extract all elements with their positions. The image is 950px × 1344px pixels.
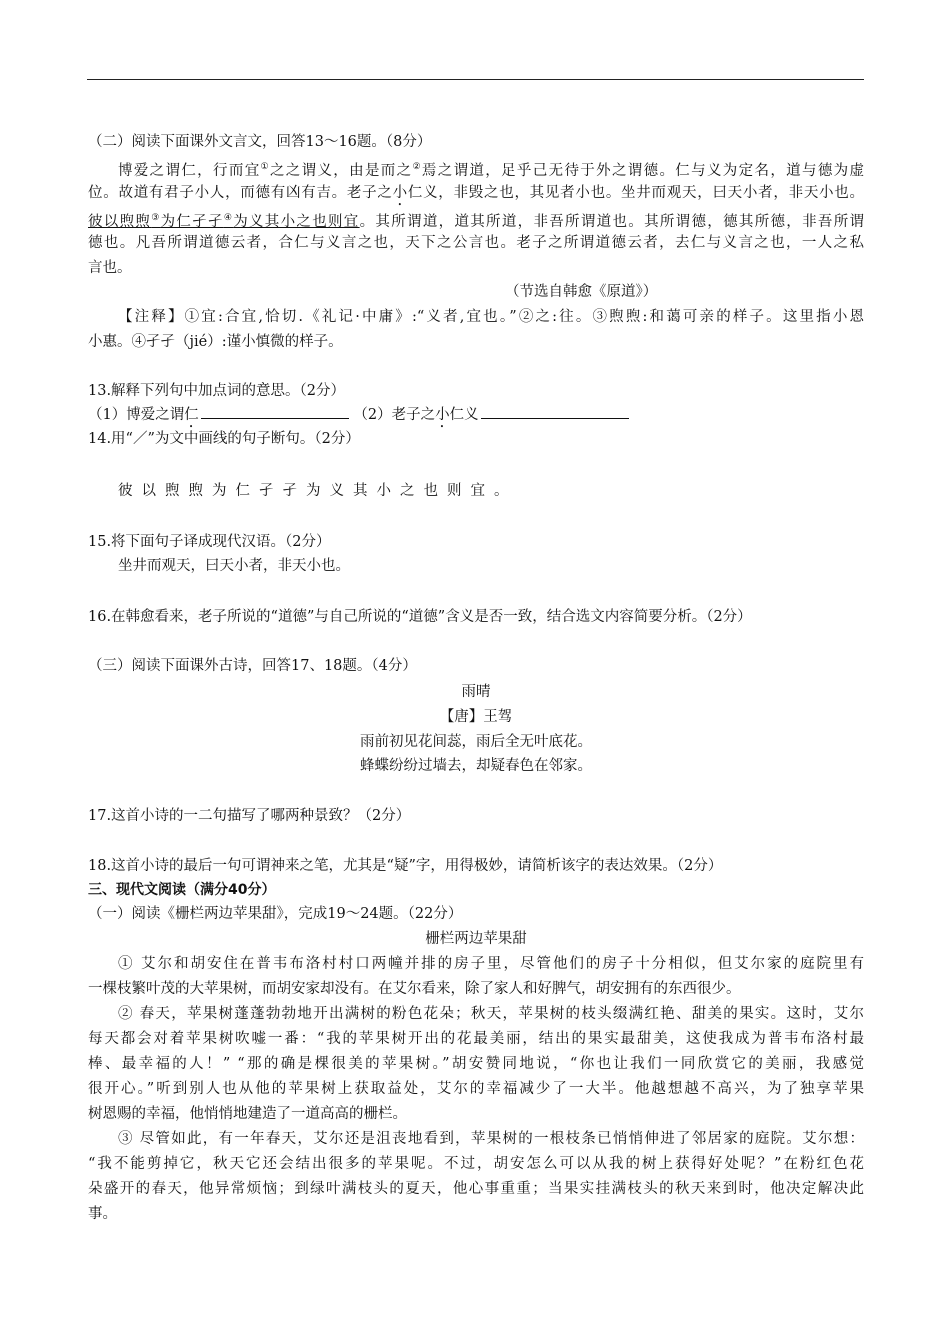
story-line: ② 春天，苹果树蓬蓬勃勃地开出满树的粉色花朵；秋天，苹果树的枝头缀满红艳、甜美的果实。这时，艾尔 <box>118 1006 864 1022</box>
passage-source: （节选自韩愈《原道》） <box>505 284 658 300</box>
story-line: 一棵枝繁叶茂的大苹果树，而胡安家却没有。在艾尔看来，除了家人和好脾气，胡安拥有的东西很少。 <box>88 981 741 997</box>
section2-heading: （二）阅读下面课外文言文，回答13～16题。（8分） <box>88 134 432 150</box>
story-line: 朵盛开的春天，他异常烦恼；到绿叶满枝头的夏天，他心事重重；当果实挂满枝头的秋天来到时，他决定解决此 <box>88 1181 864 1197</box>
passage-line-1: 博爱之谓仁，行而宜①之之谓义，由是而之②焉之谓道，足乎己无待于外之谓德。仁与义为定名，道与德为虚 <box>118 162 865 179</box>
section3-heading: （三）阅读下面课外古诗，回答17、18题。（4分） <box>88 658 417 674</box>
part3-subheading: （一）阅读《栅栏两边苹果甜》，完成19～24题。（22分） <box>88 906 463 922</box>
passage-line-4: 德也。凡吾所谓道德云者，合仁与义言之也，天下之公言也。老子之所谓道德云者，去仁与义言之也，一人之私 <box>88 235 864 251</box>
question-15-sentence: 坐井而观天，曰天小者，非天小也。 <box>118 558 350 574</box>
question-13-items: （1）博爱之谓仁 （2）老子之小仁义 <box>88 404 864 431</box>
story-line: “我不能剪掉它，秋天它还会结出很多的苹果呢。不过，胡安怎么可以从我的树上获得好处呢？”在粉红色花 <box>88 1156 864 1172</box>
poem-line-1: 雨前初见花间蕊，雨后全无叶底花。 <box>360 734 592 750</box>
story-line: 每天都会对着苹果树吹嘘一番：“我的苹果树开出的花最美丽，结出的果实最甜美，这使我成为普韦布洛村最 <box>88 1031 864 1047</box>
annotation-line-2: 小惠。④孑孑（jié）:谨小慎微的样子。 <box>88 334 343 350</box>
passage-line-2: 位。故道有君子小人，而德有凶有吉。老子之小仁义，非毁之也，其见者小也。坐井而观天，曰天小者，非天小也。 <box>88 185 865 201</box>
question-17: 17.这首小诗的一二句描写了哪两种景致？（2分） <box>88 808 411 824</box>
question-14-sentence: 彼以煦煦为仁孑孑为义其小之也则宜。 <box>118 483 518 499</box>
header-rule <box>87 79 864 80</box>
underlined-sentence: 彼以煦煦③为仁孑孑④为义其小之也则宜 <box>88 213 360 230</box>
story-line: 树恩赐的幸福，他悄悄地建造了一道高高的栅栏。 <box>88 1106 407 1122</box>
poem-title: 雨晴 <box>461 684 491 700</box>
question-16: 16.在韩愈看来，老子所说的“道德”与自己所说的“道德”含义是否一致，结合选文内容简要分析。（2分） <box>88 609 752 625</box>
answer-blank-2[interactable] <box>481 404 629 419</box>
annotation-line-1: 【注释】①宜:合宜,恰切.《礼记·中庸》:“义者,宜也。”②之:往。③煦煦:和蔼可亲的样子。这里指小恩 <box>118 309 864 325</box>
story-line: 事。 <box>88 1206 117 1222</box>
passage-line-3: 彼以煦煦③为仁孑孑④为义其小之也则宜。其所谓道，道其所道，非吾所谓道也。其所谓德，德其所德，非吾所谓 <box>88 213 865 230</box>
answer-blank-1[interactable] <box>201 404 349 419</box>
part3-heading: 三、现代文阅读（满分40分） <box>88 882 276 898</box>
story-line: ③ 尽管如此，有一年春天，艾尔还是沮丧地看到，苹果树的一根枝条已悄悄伸进了邻居家的庭院。艾尔想： <box>118 1131 864 1147</box>
question-14: 14.用“／”为文中画线的句子断句。（2分） <box>88 431 360 447</box>
story-line: 很开心。”听到别人也从他的苹果树上获取益处，艾尔的幸福减少了一大半。他越想越不高兴，为了独享苹果 <box>88 1081 864 1097</box>
story-title: 栅栏两边苹果甜 <box>425 931 527 947</box>
question-18: 18.这首小诗的最后一句可谓神来之笔，尤其是“疑”字，用得极妙，请简析该字的表达效果。（2分） <box>88 858 723 874</box>
passage-line-5: 言也。 <box>88 260 132 276</box>
story-line: ① 艾尔和胡安住在普韦布洛村村口两幢并排的房子里，尽管他们的房子十分相似，但艾尔家的庭院里有 <box>118 956 864 972</box>
question-15: 15.将下面句子译成现代汉语。（2分） <box>88 534 331 550</box>
poem-line-2: 蜂蝶纷纷过墙去，却疑春色在邻家。 <box>360 758 592 774</box>
story-line: 棒、最幸福的人！” “那的确是棵很美的苹果树。”胡安赞同地说，“你也让我们一同欣赏它的美丽，我感觉 <box>88 1056 864 1072</box>
question-13: 13.解释下列句中加点词的意思。（2分） <box>88 383 346 399</box>
poem-author: 【唐】王驾 <box>439 709 513 725</box>
